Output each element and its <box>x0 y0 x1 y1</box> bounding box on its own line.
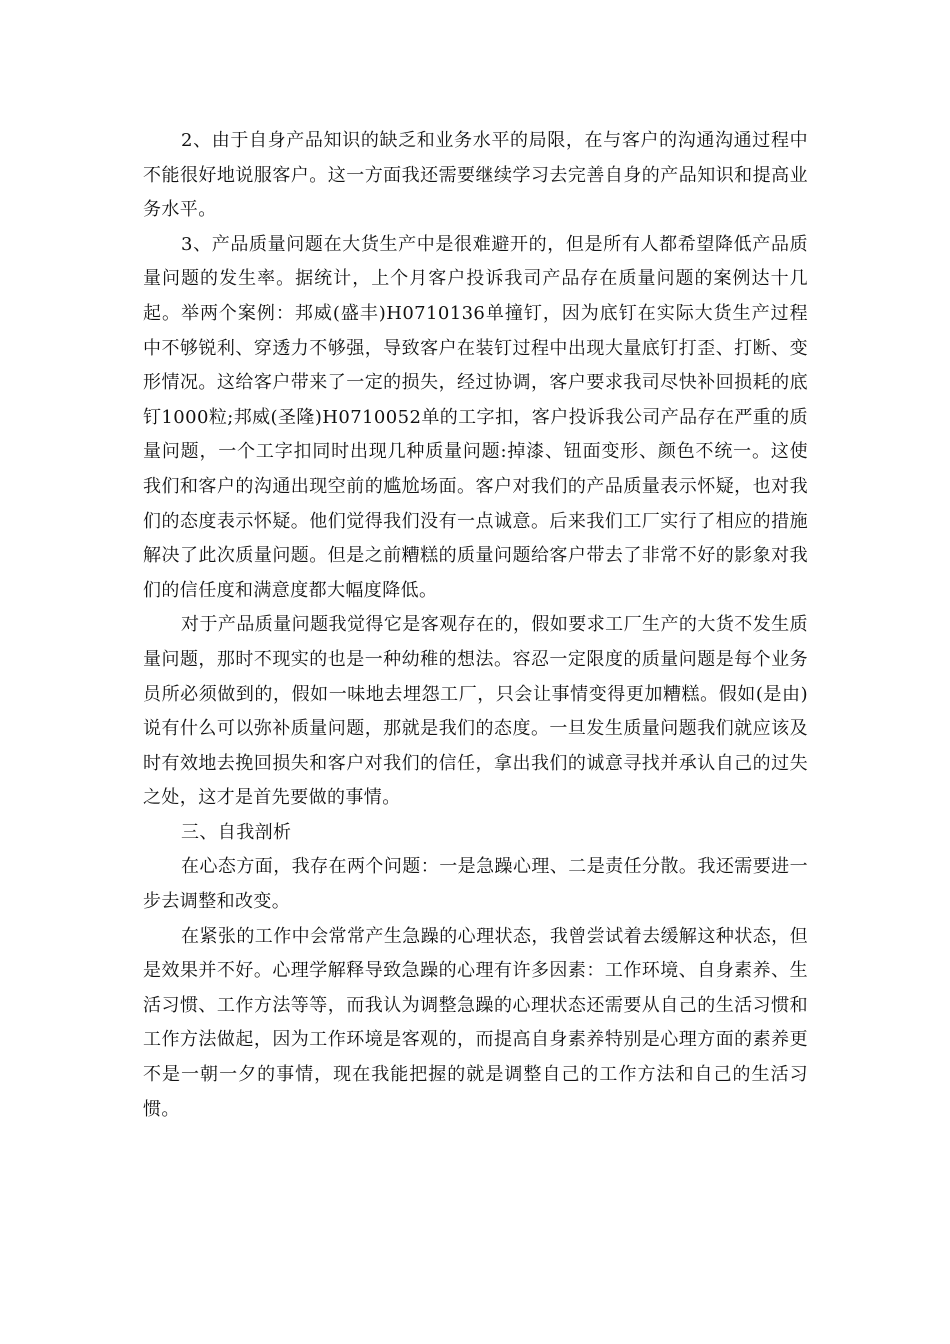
paragraph-quality-attitude: 对于产品质量问题我觉得它是客观存在的，假如要求工厂生产的大货不发生质量问题，那时不现实的也是一种幼稚的想法。容忍一定限度的质量问题是每个业务员所必须做到的，假如一味地去埋怨工厂，只会让事情变得更加糟糕。假如(是由)说有什么可以弥补质量问题，那就是我们的态度。一旦发生质量问题我们就应该及时有效地去挽回损失和客户对我们的信任，拿出我们的诚意寻找并承认自己的过失之处，这才是首先要做的事情。 <box>143 614 808 809</box>
paragraph-quality-cases: 3、产品质量问题在大货生产中是很难避开的，但是所有人都希望降低产品质量问题的发生率。据统计，上个月客户投诉我司产品存在质量问题的案例达十几起。举两个案例：邦威(盛丰)H0710136单撞钉，因为底钉在实际大货生产过程中不够锐利、穿透力不够强，导致客户在装钉过程中出现大量底钉打歪、打断、变形情况。这给客户带来了一定的损失，经过协调，客户要求我司尽快补回损耗的底钉1000粒;邦威(圣隆)H0710052单的工字扣，客户投诉我公司产品存在严重的质量问题，一个工字扣同时出现几种质量问题:掉漆、钮面变形、颜色不统一。这使我们和客户的沟通出现空前的尴尬场面。客户对我们的产品质量表示怀疑，也对我们的态度表示怀疑。他们觉得我们没有一点诚意。后来我们工厂实行了相应的措施解决了此次质量问题。但是之前糟糕的质量问题给客户带去了非常不好的影象对我们的信任度和满意度都大幅度降低。 <box>143 233 808 601</box>
section-heading-self-analysis: 三、自我剖析 <box>181 821 292 843</box>
paragraph-mindset-issues: 在心态方面，我存在两个问题：一是急躁心理、二是责任分散。我还需要进一步去调整和改变。 <box>143 856 808 913</box>
paragraph-knowledge-limits: 2、由于自身产品知识的缺乏和业务水平的局限，在与客户的沟通沟通过程中不能很好地说服客户。这一方面我还需要继续学习去完善自身的产品知识和提高业务水平。 <box>143 130 808 221</box>
document-body <box>143 124 808 1127</box>
paragraph-impatience: 在紧张的工作中会常常产生急躁的心理状态，我曾尝试着去缓解这种状态，但是效果并不好。心理学解释导致急躁的心理有许多因素：工作环境、自身素养、生活习惯、工作方法等等，而我认为调整急躁的心理状态还需要从自己的生活习惯和工作方法做起，因为工作环境是客观的，而提高自身素养特别是心理方面的素养更不是一朝一夕的事情，现在我能把握的就是调整自己的工作方法和自己的生活习惯。 <box>143 925 808 1120</box>
